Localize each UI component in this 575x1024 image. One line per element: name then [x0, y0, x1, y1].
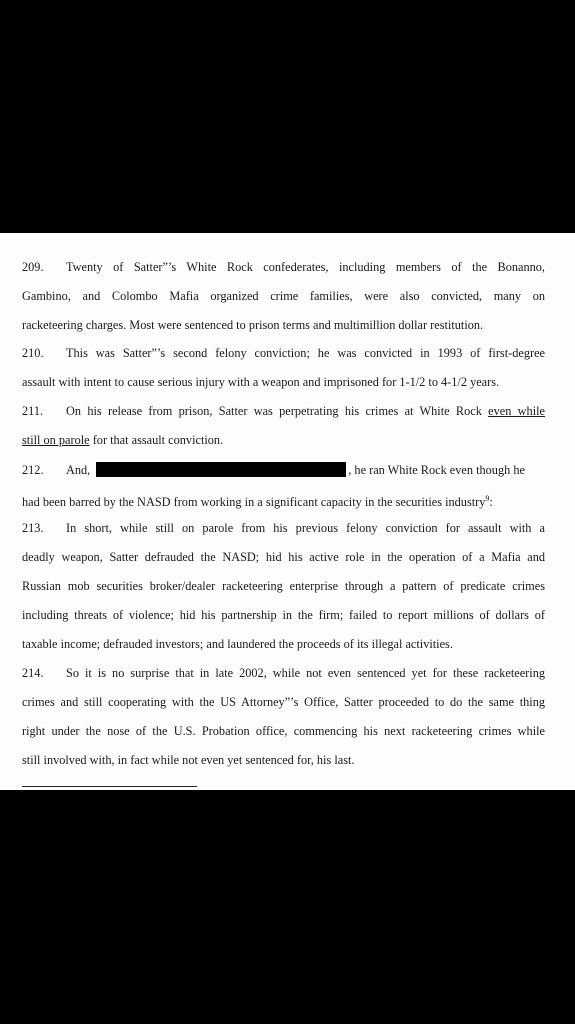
paragraph-number: 210. — [22, 346, 44, 360]
paragraph-text: In short, while still on parole from his previous felony conviction for assault with a — [66, 521, 545, 535]
paragraph-212-line-1 — [22, 462, 545, 478]
paragraph-211-line-2 — [22, 433, 545, 448]
paragraph-text: So it is no surprise that in late 2002, while not even sentenced yet for these racketeering — [66, 666, 545, 680]
paragraph-210-line-1 — [22, 346, 545, 361]
paragraph-209-line-2: Gambino, and Colombo Mafia organized crime families, were also convicted, many on — [22, 289, 545, 303]
paragraph-number: 211. — [22, 404, 44, 418]
paragraph-213-line-3: Russian mob securities broker/dealer racketeering enterprise through a pattern of predicate crimes — [22, 579, 545, 593]
paragraph-211-line-1 — [22, 404, 545, 419]
paragraph-text: for that assault conviction. — [89, 433, 224, 447]
footnote-separator — [22, 786, 197, 787]
paragraph-214-line-1 — [22, 666, 545, 681]
paragraph-text: had been barred by the NASD from working in a significant capacity in the securities industry — [22, 495, 486, 509]
paragraph-text: This was Satter”’s second felony conviction; he was convicted in 1993 of first-degree — [66, 346, 545, 360]
paragraph-213-line-5: taxable income; defrauded investors; and laundered the proceeds of its illegal activities. — [22, 637, 453, 651]
paragraph-212-line-2 — [22, 491, 545, 510]
paragraph-text: On his release from prison, Satter was perpetrating his crimes at White Rock — [66, 404, 489, 418]
paragraph-text: : — [489, 495, 493, 509]
paragraph-213-line-2: deadly weapon, Satter defrauded the NASD; hid his active role in the operation of a Mafia and — [22, 550, 545, 564]
paragraph-214-line-2: crimes and still cooperating with the US Attorney”’s Office, Satter proceeded to do the same thing — [22, 695, 545, 709]
paragraph-209-line-1 — [22, 260, 545, 275]
redaction-bar — [96, 462, 346, 477]
underlined-text: still on parole — [22, 433, 90, 447]
paragraph-number: 213. — [22, 521, 44, 535]
footnote-reference: 9 — [485, 494, 490, 503]
paragraph-number: 214. — [22, 666, 44, 680]
paragraph-214-line-4: still involved with, in fact while not even yet sentenced for, his last. — [22, 753, 355, 767]
paragraph-text: , he ran White Rock even though he — [348, 463, 525, 477]
underlined-text: even while — [488, 404, 545, 418]
paragraph-number: 209. — [22, 260, 44, 274]
paragraph-number: 212. — [22, 463, 44, 477]
paragraph-214-line-3: right under the nose of the U.S. Probation office, commencing his next racketeering crimes while — [22, 724, 545, 738]
document-page — [0, 233, 575, 790]
paragraph-213-line-4: including threats of violence; hid his partnership in the firm; failed to report millions of dollars of — [22, 608, 545, 622]
paragraph-text: And, — [66, 463, 91, 477]
paragraph-text: Twenty of Satter”’s White Rock confederates, including members of the Bonanno, — [66, 260, 545, 274]
paragraph-210-line-2: assault with intent to cause serious injury with a weapon and imprisoned for 1-1/2 to 4-1/2 years. — [22, 375, 500, 389]
paragraph-209-line-3: racketeering charges. Most were sentenced to prison terms and multimillion dollar restitution. — [22, 318, 484, 332]
paragraph-213-line-1 — [22, 521, 545, 536]
